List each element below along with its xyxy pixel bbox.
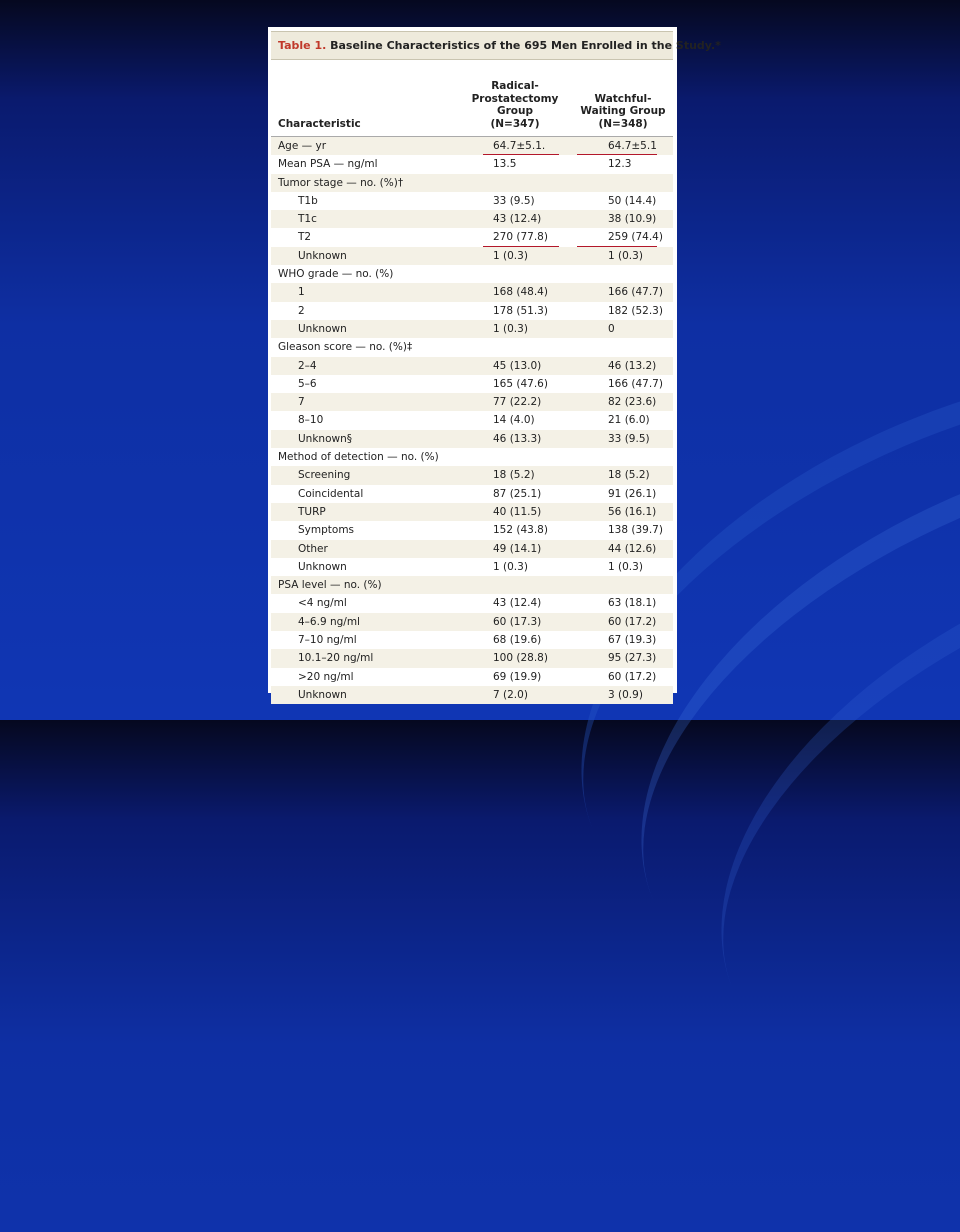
row-label: 7: [298, 396, 305, 409]
prostatectomy-value: 43 (12.4): [493, 597, 542, 610]
row-label: Unknown: [298, 249, 347, 262]
table-row: [271, 357, 673, 375]
table-row: [271, 668, 673, 686]
table-title-text: Baseline Characteristics of the 695 Men Enrolled in the Study.*: [326, 39, 721, 52]
table-row: [271, 594, 673, 612]
row-label: Symptoms: [298, 524, 355, 537]
row-label: Unknown: [298, 560, 347, 573]
prostatectomy-value: 33 (9.5): [493, 194, 535, 207]
row-label: Screening: [298, 469, 351, 482]
prostatectomy-value: 77 (22.2): [493, 396, 542, 409]
watchful-waiting-value: 259 (74.4): [608, 231, 663, 244]
watchful-waiting-value: 44 (12.6): [608, 542, 657, 555]
watchful-waiting-value: 138 (39.7): [608, 524, 663, 537]
table-row: [271, 375, 673, 393]
watchful-waiting-value: 64.7±5.1: [608, 140, 657, 152]
prostatectomy-value: 18 (5.2): [493, 469, 535, 482]
watchful-waiting-value: 1 (0.3): [608, 249, 643, 262]
watchful-waiting-value: 60 (17.2): [608, 615, 657, 628]
prostatectomy-value: 7 (2.0): [493, 688, 528, 701]
row-label: T2: [298, 231, 312, 244]
prostatectomy-value: 46 (13.3): [493, 432, 542, 445]
prostatectomy-value: 1 (0.3): [493, 249, 528, 262]
table-row: [271, 320, 673, 338]
row-label: Tumor stage — no. (%)†: [278, 176, 404, 189]
table-row: [271, 448, 673, 466]
header-characteristic: Characteristic: [278, 118, 361, 130]
row-label: PSA level — no. (%): [278, 579, 382, 592]
row-label: 4–6.9 ng/ml: [298, 615, 360, 628]
row-label: T1b: [298, 194, 318, 207]
table-row: [271, 686, 673, 704]
row-label: Method of detection — no. (%): [278, 451, 439, 464]
row-label: Unknown: [298, 322, 347, 335]
row-label: Other: [298, 542, 328, 555]
prostatectomy-value: 152 (43.8): [493, 524, 548, 537]
table-row: [271, 247, 673, 265]
watchful-waiting-value: 95 (27.3): [608, 652, 657, 665]
table-row: [271, 649, 673, 667]
row-label: Gleason score — no. (%)‡: [278, 341, 413, 354]
row-label: TURP: [298, 505, 326, 518]
prostatectomy-value: 168 (48.4): [493, 286, 548, 299]
watchful-waiting-value: 166 (47.7): [608, 377, 663, 390]
table-title: [271, 31, 721, 60]
table-row: [271, 192, 673, 210]
watchful-waiting-value: 166 (47.7): [608, 286, 663, 299]
table-row: [271, 228, 673, 246]
prostatectomy-value: 1 (0.3): [493, 322, 528, 335]
row-label: >20 ng/ml: [298, 670, 354, 683]
watchful-waiting-value: 0: [608, 322, 615, 335]
prostatectomy-value: 60 (17.3): [493, 615, 542, 628]
prostatectomy-value: 64.7±5.1.: [493, 140, 546, 152]
watchful-waiting-value: 63 (18.1): [608, 597, 657, 610]
row-label: 1: [298, 286, 305, 299]
row-label: Unknown§: [298, 432, 352, 445]
table-row: [271, 265, 673, 283]
watchful-waiting-value: 12.3: [608, 158, 632, 171]
watchful-waiting-value: 50 (14.4): [608, 194, 657, 207]
watchful-waiting-value: 46 (13.2): [608, 359, 657, 372]
prostatectomy-value: 43 (12.4): [493, 213, 542, 226]
prostatectomy-value: 69 (19.9): [493, 670, 542, 683]
watchful-waiting-value: 3 (0.9): [608, 688, 643, 701]
row-label: Mean PSA — ng/ml: [278, 158, 378, 171]
table-row: [271, 210, 673, 228]
table-row: [271, 558, 673, 576]
table-number: Table 1.: [278, 39, 327, 52]
watchful-waiting-value: 1 (0.3): [608, 560, 643, 573]
table-body: [271, 137, 673, 704]
watchful-waiting-value: 21 (6.0): [608, 414, 650, 427]
watchful-waiting-value: 38 (10.9): [608, 213, 657, 226]
table-row: [271, 338, 673, 356]
prostatectomy-value: 178 (51.3): [493, 304, 548, 317]
row-label: 5–6: [298, 377, 317, 390]
row-label: 2–4: [298, 359, 317, 372]
prostatectomy-value: 14 (4.0): [493, 414, 535, 427]
baseline-table: [271, 31, 721, 704]
prostatectomy-value: 87 (25.1): [493, 487, 542, 500]
watchful-waiting-value: 56 (16.1): [608, 505, 657, 518]
watchful-waiting-value: 60 (17.2): [608, 670, 657, 683]
prostatectomy-value: 68 (19.6): [493, 634, 542, 647]
prostatectomy-value: 270 (77.8): [493, 231, 548, 244]
table-row: [271, 613, 673, 631]
row-label: 2: [298, 304, 305, 317]
table-row: [271, 174, 673, 192]
row-label: 7–10 ng/ml: [298, 634, 357, 647]
watchful-waiting-value: 67 (19.3): [608, 634, 657, 647]
table-header: [271, 60, 673, 137]
table-row: [271, 283, 673, 301]
watchful-waiting-value: 18 (5.2): [608, 469, 650, 482]
table-row: [271, 485, 673, 503]
table-row: [271, 466, 673, 484]
table-row: [271, 411, 673, 429]
table-row: [271, 503, 673, 521]
row-label: 10.1–20 ng/ml: [298, 652, 374, 665]
prostatectomy-value: 13.5: [493, 158, 517, 171]
row-label: 8–10: [298, 414, 324, 427]
watchful-waiting-value: 182 (52.3): [608, 304, 663, 317]
table-row: [271, 155, 673, 173]
row-label: WHO grade — no. (%): [278, 268, 394, 281]
table-row: [271, 631, 673, 649]
row-label: T1c: [298, 213, 317, 226]
table-row: [271, 430, 673, 448]
prostatectomy-value: 100 (28.8): [493, 652, 548, 665]
prostatectomy-value: 45 (13.0): [493, 359, 542, 372]
table-row: [271, 302, 673, 320]
row-label: Coincidental: [298, 487, 364, 500]
table-row: [271, 576, 673, 594]
watchful-waiting-value: 33 (9.5): [608, 432, 650, 445]
row-label: Unknown: [298, 688, 347, 701]
prostatectomy-value: 40 (11.5): [493, 505, 542, 518]
table-panel: [268, 27, 721, 701]
table-row: [271, 521, 673, 539]
row-label: Age — yr: [278, 140, 327, 152]
prostatectomy-value: 1 (0.3): [493, 560, 528, 573]
row-label: <4 ng/ml: [298, 597, 347, 610]
header-prostatectomy-group: Radical- Prostatectomy Group (N=347): [471, 80, 559, 130]
prostatectomy-value: 165 (47.6): [493, 377, 548, 390]
watchful-waiting-value: 82 (23.6): [608, 396, 657, 409]
watchful-waiting-value: 91 (26.1): [608, 487, 657, 500]
table-row: [271, 393, 673, 411]
header-watchful-waiting-group: Watchful- Waiting Group (N=348): [580, 92, 666, 130]
table-row: [271, 137, 673, 155]
table-row: [271, 540, 673, 558]
prostatectomy-value: 49 (14.1): [493, 542, 542, 555]
